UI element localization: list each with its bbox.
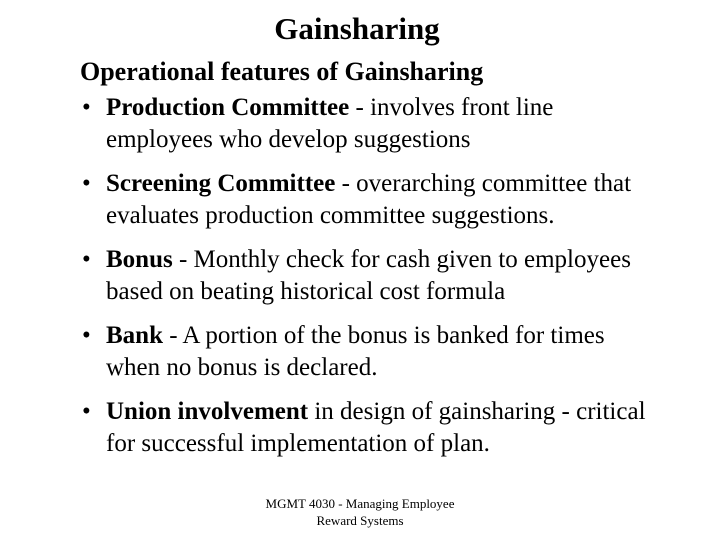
bullet-item-union-involvement <box>80 396 720 460</box>
bullet-list <box>80 92 720 472</box>
bullet-text-line2: based on beating historical cost formula <box>106 278 506 305</box>
bullet-term: Screening Committee <box>106 170 336 197</box>
footer-line2: Reward Systems <box>316 513 404 528</box>
bullet-term: Union involvement <box>106 398 309 425</box>
bullet-dot-icon: • <box>82 94 91 121</box>
slide-footer <box>200 495 520 529</box>
bullet-text-line2: evaluates production committee suggestions. <box>106 202 555 229</box>
bullet-item-production-committee <box>80 92 720 156</box>
bullet-dot-icon: • <box>82 322 91 349</box>
bullet-term: Bank <box>106 322 163 349</box>
slide-title: Gainsharing <box>274 11 440 46</box>
bullet-text-line1: - overarching committee that <box>335 170 632 197</box>
bullet-dot-icon: • <box>82 398 91 425</box>
bullet-text-line1: - involves front line <box>349 94 554 121</box>
bullet-term: Production Committee <box>106 94 350 121</box>
bullet-text-line1: - Monthly check for cash given to employees <box>172 246 631 273</box>
bullet-text-line2: for successful implementation of plan. <box>106 430 490 457</box>
bullet-dot-icon: • <box>82 170 91 197</box>
bullet-term: Bonus <box>106 246 173 273</box>
bullet-item-screening-committee <box>80 168 720 232</box>
bullet-text-line1: - A portion of the bonus is banked for times <box>162 322 605 349</box>
bullet-dot-icon: • <box>82 246 91 273</box>
bullet-text-line2: employees who develop suggestions <box>106 126 471 153</box>
footer-line1: MGMT 4030 - Managing Employee <box>265 496 455 511</box>
bullet-item-bonus <box>80 244 720 308</box>
slide-subtitle: Operational features of Gainsharing <box>80 57 484 86</box>
bullet-item-bank <box>80 320 720 384</box>
bullet-text-line1: in design of gainsharing - critical <box>308 398 646 425</box>
bullet-text-line2: when no bonus is declared. <box>106 354 378 381</box>
